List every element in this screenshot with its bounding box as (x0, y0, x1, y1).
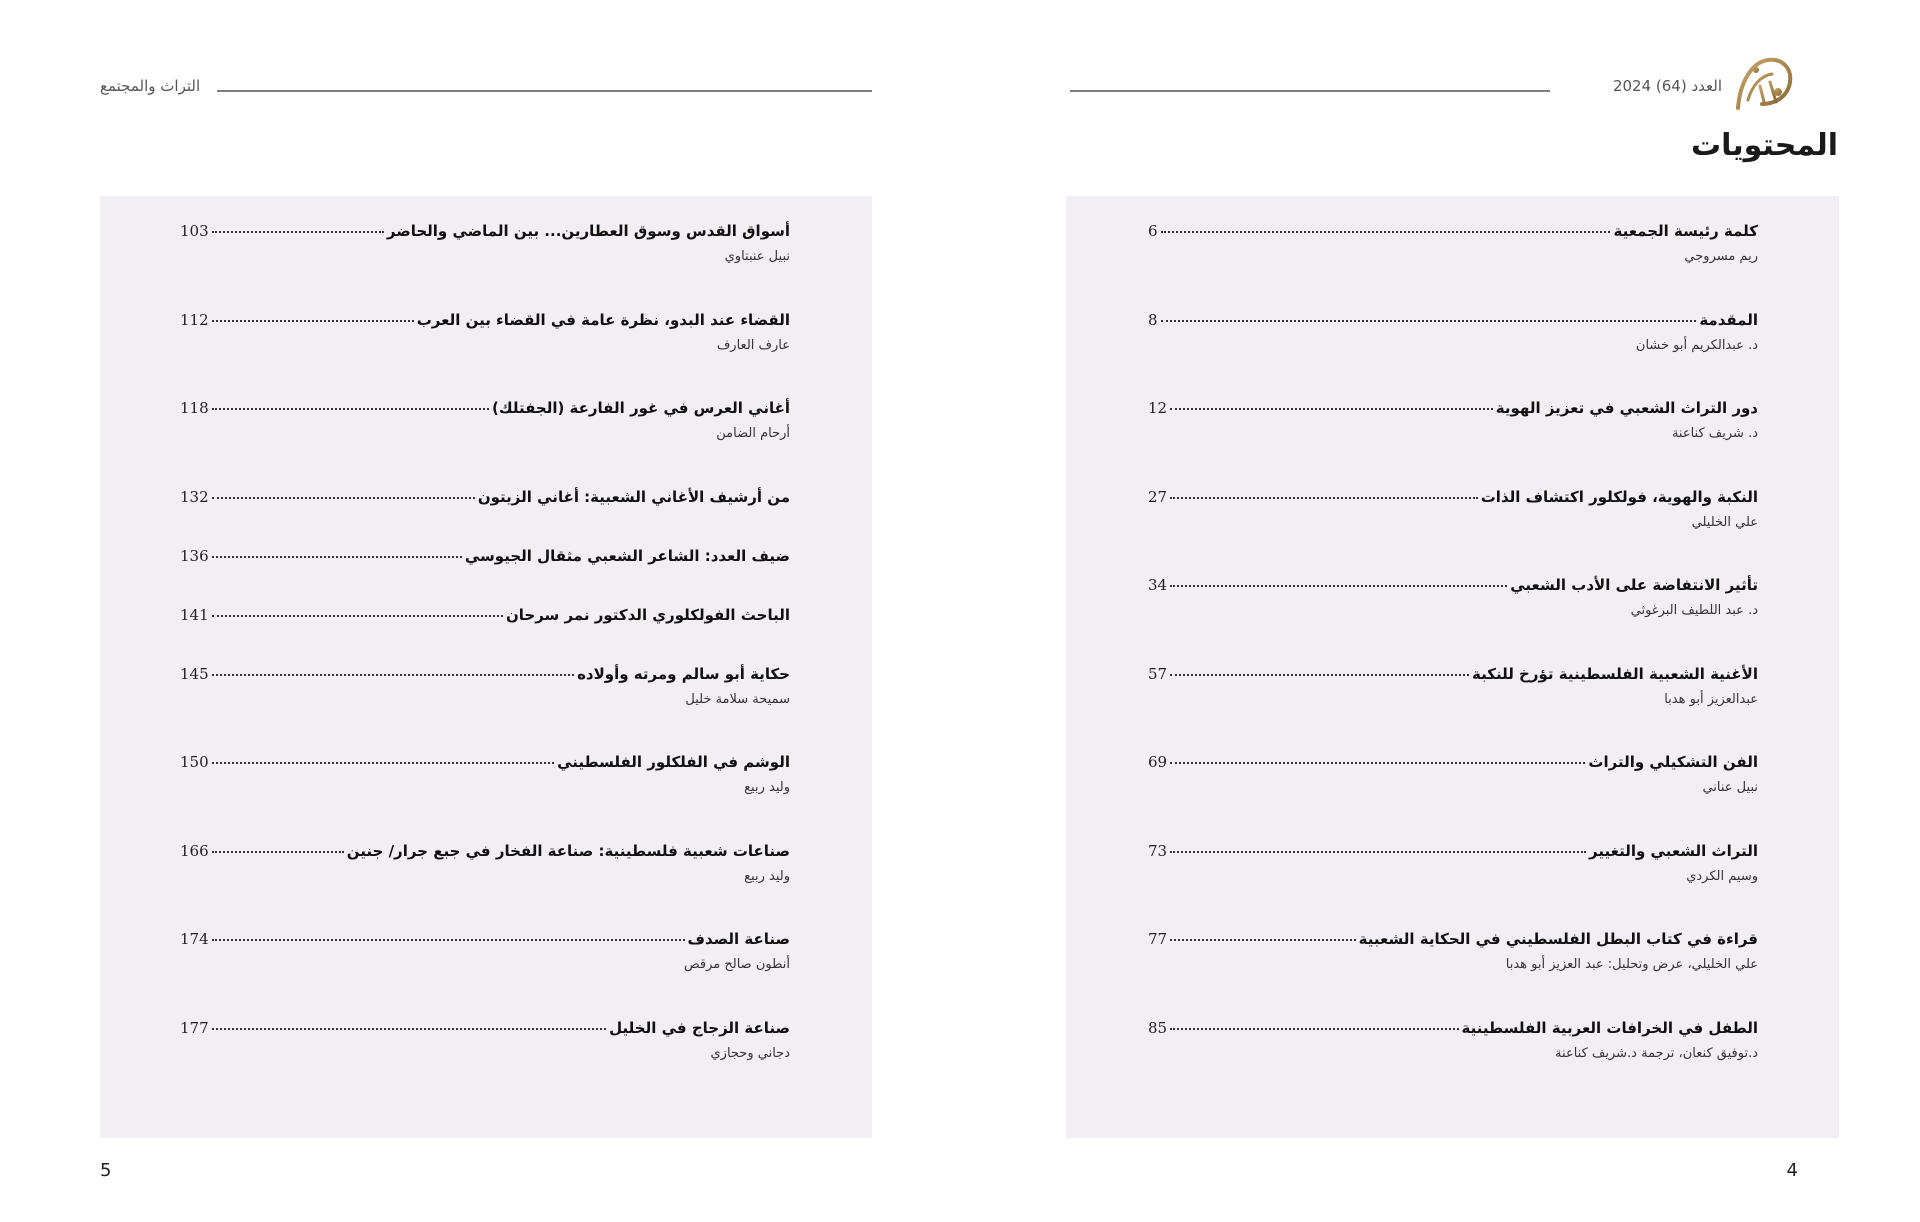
toc-entry-page: 112 (180, 311, 209, 329)
toc-entry-page: 132 (180, 488, 209, 506)
toc-entry-title: القضاء عند البدو، نظرة عامة في القضاء بين العرب (416, 311, 790, 329)
toc-entry-page: 8 (1148, 311, 1158, 329)
toc-entry-title: الأغنية الشعبية الفلسطينية تؤرخ للنكبة (1472, 665, 1758, 683)
dot-leader (212, 320, 414, 322)
dot-leader (212, 408, 489, 410)
toc-entry-page: 12 (1148, 399, 1168, 417)
toc-entry-author: وليد ربيع (744, 780, 790, 795)
toc-entry[interactable] (180, 222, 790, 264)
toc-entry-author: علي الخليلي (1691, 515, 1758, 530)
magazine-name: التراث والمجتمع (100, 77, 201, 95)
dot-leader (212, 231, 384, 233)
toc-entry[interactable] (1148, 930, 1758, 972)
toc-entry-author: نبيل عناني (1702, 780, 1758, 795)
dot-leader (212, 1028, 607, 1030)
dot-leader (1170, 674, 1469, 676)
dot-leader (1170, 585, 1507, 587)
toc-entry[interactable] (1148, 753, 1758, 795)
toc-entry-title: دور التراث الشعبي في تعزيز الهوية (1495, 399, 1758, 417)
toc-entry-title: التراث الشعبي والتغيير (1589, 842, 1758, 860)
toc-entry-author: نبيل عنبتاوي (724, 249, 790, 264)
toc-entry-page: 6 (1148, 222, 1158, 240)
toc-entry-page: 85 (1148, 1019, 1168, 1037)
dot-leader (212, 674, 574, 676)
toc-entry-title: قراءة في كتاب البطل الفلسطيني في الحكاية الشعبية (1358, 930, 1758, 948)
toc-entry-page: 174 (180, 930, 209, 948)
toc-entry[interactable] (180, 930, 790, 972)
toc-entry-author: أنطون صالح مرقص (683, 957, 790, 972)
toc-entry-author: دجاني وحجازي (710, 1046, 790, 1061)
toc-entry[interactable] (180, 311, 790, 353)
toc-entry-page: 118 (180, 399, 209, 417)
toc-entry[interactable] (180, 488, 790, 515)
toc-entry-title: صناعات شعبية فلسطينية: صناعة الفخار في جبع جرار/ جنين (346, 842, 790, 860)
dot-leader (212, 762, 554, 764)
dot-leader (1170, 1028, 1458, 1030)
toc-entry-author: علي الخليلي، عرض وتحليل: عبد العزيز أبو هدبا (1505, 957, 1758, 972)
toc-entry-title: المقدمة (1699, 311, 1758, 329)
dot-leader (1161, 231, 1611, 233)
toc-entry-title: صناعة الزجاج في الخليل (609, 1019, 790, 1037)
toc-entry-title: من أرشيف الأغاني الشعبية: أغاني الزيتون (477, 488, 790, 506)
dot-leader (1170, 408, 1493, 410)
toc-entry-page: 27 (1148, 488, 1168, 506)
dot-leader (212, 851, 344, 853)
toc-entry[interactable] (180, 399, 790, 441)
toc-entry-author: عبدالعزيز أبو هدبا (1664, 692, 1758, 707)
toc-entry-page: 166 (180, 842, 209, 860)
toc-entry-author: سميحة سلامة خليل (685, 692, 790, 707)
toc-entry-page: 77 (1148, 930, 1168, 948)
toc-entry-page: 136 (180, 547, 209, 565)
toc-entry-title: الباحث الفولكلوري الدكتور نمر سرحان (505, 606, 790, 624)
toc-entry[interactable] (1148, 842, 1758, 884)
toc-entry[interactable] (180, 753, 790, 795)
dot-leader (1161, 320, 1697, 322)
toc-entry-author: عارف العارف (716, 338, 790, 353)
toc-entry[interactable] (1148, 1019, 1758, 1061)
toc-entry-author: ريم مسروجي (1684, 249, 1758, 264)
toc-entry-author: د. عبد اللطيف البرغوثي (1630, 603, 1758, 618)
dot-leader (1170, 762, 1585, 764)
magazine-logo (1730, 52, 1800, 118)
toc-entry-title: الطفل في الخرافات العربية الفلسطينية (1461, 1019, 1758, 1037)
dot-leader (212, 497, 475, 499)
toc-title: المحتويات (1690, 128, 1838, 163)
toc-entry-page: 145 (180, 665, 209, 683)
toc-entry-title: ضيف العدد: الشاعر الشعبي مثقال الجيوسي (464, 547, 790, 565)
dot-leader (1170, 497, 1478, 499)
header-rule-left (217, 90, 872, 92)
toc-entry-author: وسيم الكردي (1686, 869, 1758, 884)
toc-entry-page: 177 (180, 1019, 209, 1037)
dot-leader (1170, 939, 1356, 941)
toc-entry[interactable] (1148, 222, 1758, 264)
toc-entry-author: د. شريف كناعنة (1671, 426, 1758, 441)
toc-entry-title: الوشم في الفلكلور الفلسطيني (557, 753, 790, 771)
toc-entry-page: 73 (1148, 842, 1168, 860)
toc-entry[interactable] (1148, 665, 1758, 707)
dot-leader (212, 939, 685, 941)
toc-entry-author: د.توفيق كنعان، ترجمة د.شريف كناعنة (1555, 1046, 1758, 1061)
toc-entry-page: 69 (1148, 753, 1168, 771)
toc-entry-page: 150 (180, 753, 209, 771)
toc-entry-page: 34 (1148, 576, 1168, 594)
dot-leader (212, 615, 503, 617)
toc-entry[interactable] (180, 842, 790, 884)
issue-label: العدد (64) 2024 (1612, 77, 1722, 95)
right-page (960, 0, 1920, 1222)
dot-leader (1170, 851, 1586, 853)
toc-entry-author: وليد ربيع (744, 869, 790, 884)
toc-entry[interactable] (180, 547, 790, 574)
toc-entry[interactable] (1148, 311, 1758, 353)
toc-entry-page: 57 (1148, 665, 1168, 683)
toc-entry-title: أسواق القدس وسوق العطارين... بين الماضي والحاضر (386, 222, 790, 240)
toc-entry-title: النكبة والهوية، فولكلور اكتشاف الذات (1480, 488, 1758, 506)
toc-entry[interactable] (180, 1019, 790, 1061)
toc-entry-page: 103 (180, 222, 209, 240)
toc-entry-title: حكاية أبو سالم ومرته وأولاده (577, 665, 790, 683)
toc-entry[interactable] (180, 665, 790, 707)
toc-entry[interactable] (180, 606, 790, 633)
dot-leader (212, 556, 462, 558)
toc-entry[interactable] (1148, 576, 1758, 618)
toc-entry-title: أغاني العرس في غور الفارعة (الجفتلك) (492, 399, 790, 417)
toc-entry-page: 141 (180, 606, 209, 624)
page-number-right: 4 (1786, 1160, 1798, 1181)
toc-entry-title: كلمة رئيسة الجمعية (1613, 222, 1758, 240)
page-number-left: 5 (100, 1160, 112, 1181)
header-rule-right (1070, 90, 1550, 92)
toc-entry-author: أرحام الضامن (716, 426, 790, 441)
toc-entry-title: تأثير الانتفاضة على الأدب الشعبي (1510, 576, 1758, 594)
toc-entry[interactable] (1148, 488, 1758, 530)
toc-entry-author: د. عبدالكريم أبو خشان (1635, 338, 1758, 353)
toc-entry[interactable] (1148, 399, 1758, 441)
toc-entry-title: الفن التشكيلي والتراث (1588, 753, 1758, 771)
toc-entry-title: صناعة الصدف (687, 930, 790, 948)
